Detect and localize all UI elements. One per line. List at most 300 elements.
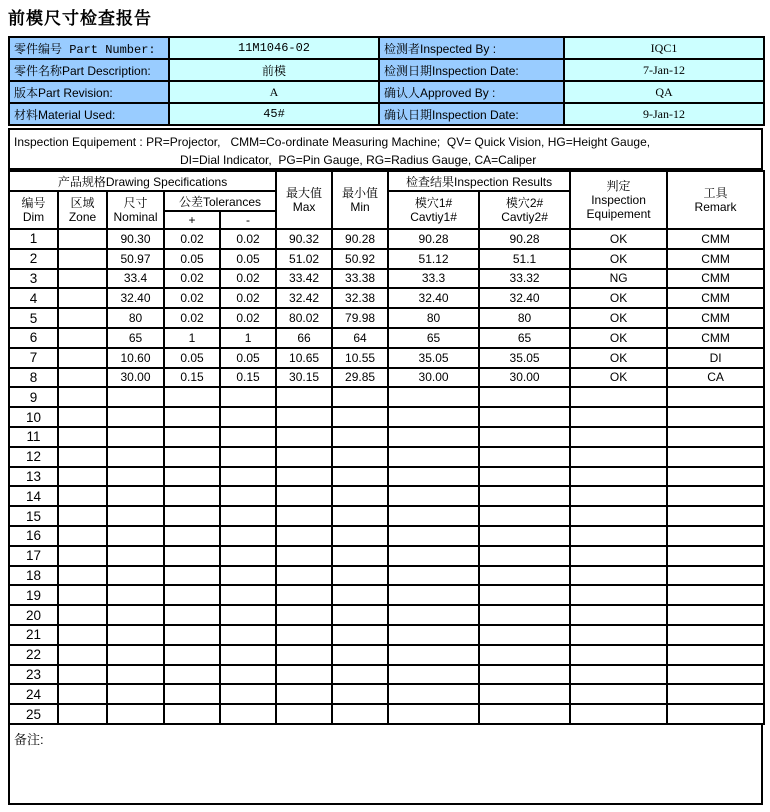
drawing-specs-header: 产品规格Drawing Specifications [9, 171, 276, 191]
inspection-date-label: 检测日期Inspection Date: [379, 59, 564, 81]
table-row [9, 427, 764, 447]
cell-plus [164, 625, 220, 645]
table-row [9, 625, 764, 645]
cell-zone [58, 625, 107, 645]
table-row [9, 704, 764, 724]
cell-min [332, 684, 388, 704]
cell-nominal [107, 506, 164, 526]
cell-nominal: 80 [107, 308, 164, 328]
table-row [9, 585, 764, 605]
table-row [9, 467, 764, 487]
cell-cav1: 32.40 [388, 288, 479, 308]
cell-max [276, 645, 332, 665]
cell-dim: 10 [9, 407, 58, 427]
cell-plus: 0.02 [164, 229, 220, 249]
cavity2-header: 模穴2# Cavtiy2# [479, 191, 570, 229]
cell-min [332, 506, 388, 526]
cell-max [276, 447, 332, 467]
material-used-label: 材料Material Used: [9, 103, 169, 125]
cell-cav1 [388, 684, 479, 704]
cell-dim: 14 [9, 486, 58, 506]
cell-judge [570, 665, 667, 685]
cell-cav1: 90.28 [388, 229, 479, 249]
cell-zone [58, 427, 107, 447]
cell-zone [58, 249, 107, 269]
cell-max: 66 [276, 328, 332, 348]
cell-judge [570, 585, 667, 605]
cell-remark [667, 665, 764, 685]
table-row [9, 229, 764, 249]
cell-minus [220, 467, 276, 487]
cell-remark [667, 625, 764, 645]
cell-zone [58, 348, 107, 368]
cell-plus [164, 605, 220, 625]
cell-plus: 1 [164, 328, 220, 348]
cell-minus [220, 605, 276, 625]
cell-cav2: 65 [479, 328, 570, 348]
cell-min: 50.92 [332, 249, 388, 269]
cell-remark: CA [667, 368, 764, 388]
cell-remark [667, 467, 764, 487]
cell-min [332, 645, 388, 665]
cell-dim: 13 [9, 467, 58, 487]
cell-plus [164, 585, 220, 605]
info-row [9, 59, 764, 81]
cell-remark: CMM [667, 269, 764, 289]
table-row [9, 308, 764, 328]
cell-max [276, 506, 332, 526]
cell-nominal [107, 566, 164, 586]
cell-plus: 0.15 [164, 368, 220, 388]
cell-cav2 [479, 704, 570, 724]
nominal-header: 尺寸 Nominal [107, 191, 164, 229]
cell-cav1: 35.05 [388, 348, 479, 368]
cell-dim: 11 [9, 427, 58, 447]
part-revision-value: A [169, 81, 379, 103]
cell-cav2: 33.32 [479, 269, 570, 289]
cell-judge: OK [570, 229, 667, 249]
cell-min: 90.28 [332, 229, 388, 249]
cell-plus: 0.02 [164, 288, 220, 308]
cell-nominal [107, 585, 164, 605]
cell-max: 80.02 [276, 308, 332, 328]
tolerance-minus-header: - [220, 211, 276, 229]
cell-nominal: 30.00 [107, 368, 164, 388]
cell-minus [220, 526, 276, 546]
cell-judge: OK [570, 368, 667, 388]
cell-zone [58, 546, 107, 566]
cell-remark [667, 605, 764, 625]
cell-plus [164, 407, 220, 427]
cell-min: 79.98 [332, 308, 388, 328]
tolerance-plus-header: + [164, 211, 220, 229]
cell-plus [164, 704, 220, 724]
cell-remark [667, 645, 764, 665]
cell-remark [667, 526, 764, 546]
cell-minus: 0.02 [220, 308, 276, 328]
cell-plus [164, 427, 220, 447]
cell-dim: 12 [9, 447, 58, 467]
cell-minus: 0.02 [220, 229, 276, 249]
cell-zone [58, 585, 107, 605]
header-info-table [8, 36, 765, 126]
table-row [9, 506, 764, 526]
cell-max [276, 387, 332, 407]
table-row [9, 249, 764, 269]
cell-nominal [107, 407, 164, 427]
cell-nominal [107, 645, 164, 665]
cell-minus [220, 665, 276, 685]
cell-judge [570, 546, 667, 566]
table-row [9, 269, 764, 289]
cell-dim: 25 [9, 704, 58, 724]
material-used-value: 45# [169, 103, 379, 125]
cell-cav2: 32.40 [479, 288, 570, 308]
inspection-report-page [8, 4, 763, 805]
cell-nominal [107, 427, 164, 447]
cell-cav2 [479, 625, 570, 645]
cell-cav1 [388, 585, 479, 605]
cell-cav2 [479, 447, 570, 467]
table-row [9, 566, 764, 586]
cell-zone [58, 526, 107, 546]
cell-plus [164, 447, 220, 467]
cell-cav1 [388, 387, 479, 407]
cell-zone [58, 447, 107, 467]
cell-cav1 [388, 506, 479, 526]
inspection-results-header: 检查结果Inspection Results [388, 171, 570, 191]
tolerances-header: 公差Tolerances [164, 191, 276, 211]
cell-nominal [107, 387, 164, 407]
dim-header: 编号 Dim [9, 191, 58, 229]
cell-max [276, 704, 332, 724]
cell-remark [667, 486, 764, 506]
cell-remark [667, 387, 764, 407]
cell-max: 10.65 [276, 348, 332, 368]
cell-min: 33.38 [332, 269, 388, 289]
cell-remark [667, 585, 764, 605]
table-row [9, 328, 764, 348]
cell-dim: 7 [9, 348, 58, 368]
cell-min: 29.85 [332, 368, 388, 388]
cell-remark [667, 704, 764, 724]
cell-nominal [107, 704, 164, 724]
cell-cav2 [479, 684, 570, 704]
cell-zone [58, 486, 107, 506]
cell-judge [570, 467, 667, 487]
cell-dim: 2 [9, 249, 58, 269]
cell-minus [220, 387, 276, 407]
cell-remark: DI [667, 348, 764, 368]
cell-plus: 0.05 [164, 249, 220, 269]
cell-cav1: 65 [388, 328, 479, 348]
cell-nominal [107, 625, 164, 645]
cell-cav1: 30.00 [388, 368, 479, 388]
cell-cav1 [388, 605, 479, 625]
table-row [9, 665, 764, 685]
cell-cav1 [388, 665, 479, 685]
cell-zone [58, 605, 107, 625]
cell-minus [220, 447, 276, 467]
cell-zone [58, 684, 107, 704]
cell-max: 30.15 [276, 368, 332, 388]
cell-max: 32.42 [276, 288, 332, 308]
cell-minus [220, 486, 276, 506]
cell-judge: NG [570, 269, 667, 289]
cell-judge [570, 645, 667, 665]
cell-minus [220, 407, 276, 427]
cell-max [276, 407, 332, 427]
cell-nominal [107, 467, 164, 487]
cell-cav2 [479, 427, 570, 447]
approved-date-value: 9-Jan-12 [564, 103, 764, 125]
cell-minus [220, 625, 276, 645]
cell-dim: 9 [9, 387, 58, 407]
cell-remark [667, 546, 764, 566]
cell-remark [667, 506, 764, 526]
cell-cav2 [479, 407, 570, 427]
cell-dim: 22 [9, 645, 58, 665]
approved-by-value: QA [564, 81, 764, 103]
cell-dim: 6 [9, 328, 58, 348]
cell-minus [220, 506, 276, 526]
cell-judge [570, 447, 667, 467]
cell-cav2 [479, 566, 570, 586]
cell-remark: CMM [667, 328, 764, 348]
min-header: 最小值 Min [332, 171, 388, 229]
cell-min [332, 665, 388, 685]
cell-minus [220, 427, 276, 447]
cell-plus [164, 526, 220, 546]
cell-remark [667, 566, 764, 586]
cell-nominal: 90.30 [107, 229, 164, 249]
cell-dim: 3 [9, 269, 58, 289]
cell-nominal: 32.40 [107, 288, 164, 308]
cell-max [276, 605, 332, 625]
cell-judge [570, 506, 667, 526]
cell-judge: OK [570, 308, 667, 328]
cell-max [276, 684, 332, 704]
cell-max [276, 566, 332, 586]
inspection-table [8, 170, 765, 725]
cell-zone [58, 704, 107, 724]
cell-zone [58, 566, 107, 586]
cell-minus: 0.15 [220, 368, 276, 388]
table-row [9, 407, 764, 427]
cell-dim: 21 [9, 625, 58, 645]
cell-remark [667, 427, 764, 447]
cell-cav2 [479, 546, 570, 566]
cell-zone [58, 328, 107, 348]
max-header: 最大值 Max [276, 171, 332, 229]
cell-zone [58, 368, 107, 388]
cell-max [276, 585, 332, 605]
cell-min: 10.55 [332, 348, 388, 368]
cell-cav2 [479, 665, 570, 685]
cell-cav1: 33.3 [388, 269, 479, 289]
table-row [9, 447, 764, 467]
cell-cav2: 35.05 [479, 348, 570, 368]
cell-judge [570, 526, 667, 546]
cell-minus: 0.05 [220, 249, 276, 269]
cell-nominal [107, 665, 164, 685]
cell-dim: 23 [9, 665, 58, 685]
cell-dim: 19 [9, 585, 58, 605]
cell-cav1: 51.12 [388, 249, 479, 269]
part-revision-label: 版本Part Revision: [9, 81, 169, 103]
cell-cav2 [479, 506, 570, 526]
cell-nominal [107, 526, 164, 546]
cell-cav2 [479, 526, 570, 546]
cell-min: 64 [332, 328, 388, 348]
cell-plus [164, 566, 220, 586]
cell-cav2 [479, 585, 570, 605]
cell-judge [570, 486, 667, 506]
table-row [9, 684, 764, 704]
cell-plus [164, 387, 220, 407]
cell-cav2 [479, 486, 570, 506]
cell-min [332, 427, 388, 447]
cell-cav2 [479, 467, 570, 487]
cell-dim: 18 [9, 566, 58, 586]
equipment-note [8, 128, 763, 170]
cell-cav1: 80 [388, 308, 479, 328]
cell-judge [570, 566, 667, 586]
table-row [9, 387, 764, 407]
cell-max: 51.02 [276, 249, 332, 269]
cell-minus [220, 546, 276, 566]
judge-header: 判定 Inspection Equipement [570, 171, 667, 229]
cell-zone [58, 467, 107, 487]
cell-minus [220, 645, 276, 665]
cell-judge: OK [570, 328, 667, 348]
cell-judge: OK [570, 348, 667, 368]
cell-cav2 [479, 387, 570, 407]
cell-min [332, 447, 388, 467]
cell-dim: 20 [9, 605, 58, 625]
cell-minus: 0.02 [220, 269, 276, 289]
table-row [9, 645, 764, 665]
cell-remark: CMM [667, 249, 764, 269]
cell-plus [164, 467, 220, 487]
cell-cav1 [388, 625, 479, 645]
cell-minus [220, 585, 276, 605]
info-row [9, 37, 764, 59]
cell-min [332, 387, 388, 407]
cell-dim: 15 [9, 506, 58, 526]
cell-min: 32.38 [332, 288, 388, 308]
cell-judge [570, 704, 667, 724]
cell-max [276, 486, 332, 506]
table-row [9, 526, 764, 546]
remarks-box [8, 725, 763, 805]
cell-cav2: 90.28 [479, 229, 570, 249]
cell-zone [58, 269, 107, 289]
cell-remark [667, 684, 764, 704]
cell-judge [570, 407, 667, 427]
cell-minus: 0.02 [220, 288, 276, 308]
cell-nominal: 50.97 [107, 249, 164, 269]
cell-nominal: 10.60 [107, 348, 164, 368]
approved-by-label: 确认人Approved By : [379, 81, 564, 103]
cell-nominal [107, 447, 164, 467]
cell-minus [220, 684, 276, 704]
cell-nominal [107, 684, 164, 704]
cell-cav1 [388, 427, 479, 447]
cell-judge: OK [570, 288, 667, 308]
group-header-row [9, 171, 764, 191]
cell-zone [58, 506, 107, 526]
cell-plus [164, 506, 220, 526]
cell-plus: 0.02 [164, 269, 220, 289]
cell-judge [570, 625, 667, 645]
cell-dim: 8 [9, 368, 58, 388]
cell-min [332, 566, 388, 586]
cell-min [332, 467, 388, 487]
cell-min [332, 546, 388, 566]
cell-plus [164, 665, 220, 685]
cell-min [332, 605, 388, 625]
cell-min [332, 486, 388, 506]
cell-dim: 17 [9, 546, 58, 566]
cell-remark: CMM [667, 229, 764, 249]
cell-dim: 5 [9, 308, 58, 328]
cell-cav1 [388, 704, 479, 724]
cell-plus: 0.02 [164, 308, 220, 328]
zone-header: 区域 Zone [58, 191, 107, 229]
cell-max: 90.32 [276, 229, 332, 249]
cell-nominal: 33.4 [107, 269, 164, 289]
cell-max [276, 665, 332, 685]
cell-judge: OK [570, 249, 667, 269]
cell-dim: 24 [9, 684, 58, 704]
cavity1-header: 模穴1# Cavtiy1# [388, 191, 479, 229]
approved-date-label: 确认日期Inspection Date: [379, 103, 564, 125]
cell-min [332, 407, 388, 427]
cell-plus: 0.05 [164, 348, 220, 368]
cell-cav2 [479, 605, 570, 625]
table-row [9, 288, 764, 308]
part-description-label: 零件名称Part Description: [9, 59, 169, 81]
cell-cav2 [479, 645, 570, 665]
cell-cav1 [388, 546, 479, 566]
info-row [9, 103, 764, 125]
cell-plus [164, 546, 220, 566]
cell-cav1 [388, 645, 479, 665]
cell-cav1 [388, 486, 479, 506]
cell-cav1 [388, 526, 479, 546]
cell-max: 33.42 [276, 269, 332, 289]
equipment-note-line1: Inspection Equipement : PR=Projector, CMM=Co-ordinate Measuring Machine; QV= Quick Vision, HG=Height Gauge, [14, 135, 651, 149]
cell-minus [220, 704, 276, 724]
inspection-date-value: 7-Jan-12 [564, 59, 764, 81]
table-row [9, 348, 764, 368]
cell-minus: 1 [220, 328, 276, 348]
cell-max [276, 526, 332, 546]
cell-minus: 0.05 [220, 348, 276, 368]
cell-remark [667, 407, 764, 427]
cell-cav1 [388, 566, 479, 586]
cell-min [332, 625, 388, 645]
cell-min [332, 526, 388, 546]
cell-plus [164, 486, 220, 506]
cell-nominal [107, 546, 164, 566]
cell-nominal: 65 [107, 328, 164, 348]
table-row [9, 368, 764, 388]
cell-max [276, 467, 332, 487]
cell-plus [164, 645, 220, 665]
cell-nominal [107, 486, 164, 506]
